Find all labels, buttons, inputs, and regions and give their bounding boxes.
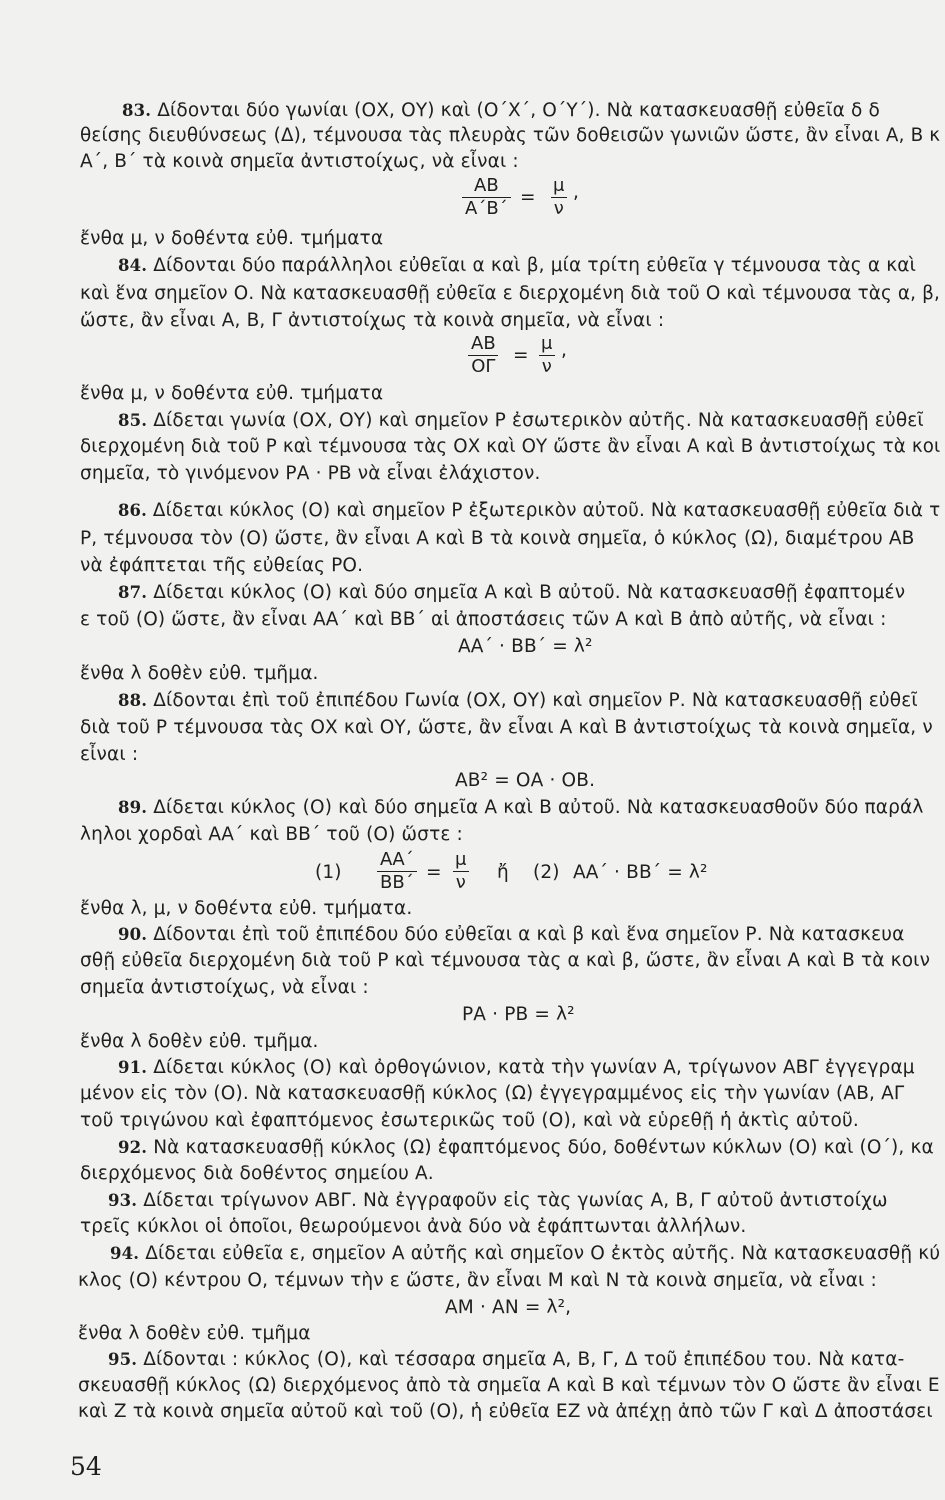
problem-93-line-1: 93. Δίδεται τρίγωνον ΑΒΓ. Νὰ ἐγγραφοῦν εἰς τὰς γωνίας Α, Β, Γ αὐτοῦ ἀντιστοίχω xyxy=(108,1190,888,1211)
problem-83-equals: = xyxy=(520,187,536,208)
problem-91-line-1: 91. Δίδεται κύκλος (Ο) καὶ ὀρθογώνιον, κατὰ τὴν γωνίαν Α, τρίγωνον ΑΒΓ ἐγγεγραμ xyxy=(118,1057,915,1078)
problem-90-line-2: σθῇ εὐθεῖα διερχομένη διὰ τοῦ Ρ καὶ τέμνουσα τὰς α καὶ β, ὥστε, ἂν εἶναι Α καὶ Β τὰ κοιν xyxy=(80,950,931,971)
problem-85-line-2: διερχομένη διὰ τοῦ Ρ καὶ τέμνουσα τὰς ΟΧ καὶ ΟΥ ὥστε ἂν εἶναι Α καὶ Β ἀντιστοίχως τὰ κοι xyxy=(80,436,941,457)
problem-89-or: ἤ xyxy=(497,862,509,883)
problem-84-line-4: ἔνθα μ, ν δοθέντα εὐθ. τμήματα xyxy=(80,383,384,404)
problem-95-number: 95. xyxy=(108,1350,138,1369)
problem-89-label-1: (1) xyxy=(315,862,342,883)
page-number: 54 xyxy=(70,1452,102,1481)
problem-94-line-2: κλος (Ο) κέντρου Ο, τέμνων τὴν ε ὥστε, ἂν εἶναι Μ καὶ Ν τὰ κοινὰ σημεῖα, νὰ εἶναι : xyxy=(78,1270,877,1291)
problem-91-number: 91. xyxy=(118,1058,148,1077)
problem-85-line-3: σημεῖα, τὸ γινόμενον ΡΑ · ΡΒ νὰ εἶναι ἐλάχιστον. xyxy=(80,463,541,484)
problem-89-fraction-right: $\frac{\mu}{\nu}$ xyxy=(452,850,469,893)
problem-92-line-2: διερχόμενος διὰ δοθέντος σημείου Α. xyxy=(80,1163,434,1184)
problem-83-comma: , xyxy=(573,182,580,203)
problem-87-number: 87. xyxy=(118,583,148,602)
problem-87-line-2: ε τοῦ (Ο) ὥστε, ἂν εἶναι ΑΑ΄ καὶ ΒΒ΄ αἱ ἀποστάσεις τῶν Α καὶ Β ἀπὸ αὐτῆς, νὰ εἶναι : xyxy=(80,609,887,630)
problem-90-formula: ΡΑ · ΡΒ = λ² xyxy=(462,1004,575,1025)
problem-86-line-3: νὰ ἐφάπτεται τῆς εὐθείας ΡΟ. xyxy=(80,555,364,576)
problem-83-fraction-right: $\frac{\mu}{\nu}$ xyxy=(550,176,567,219)
problem-90-line-1: 90. Δίδονται ἐπὶ τοῦ ἐπιπέδου δύο εὐθεῖαι α καὶ β καὶ ἕνα σημεῖον Ρ. Νὰ κατασκευα xyxy=(118,924,905,945)
problem-93-line-2: τρεῖς κύκλοι οἱ ὁποῖοι, θεωρούμενοι ἀνὰ δύο νὰ ἐφάπτωνται ἀλλήλων. xyxy=(80,1216,747,1237)
problem-88-number: 88. xyxy=(118,691,148,710)
problem-91-line-3: τοῦ τριγώνου καὶ ἐφαπτόμενος ἐσωτερικῶς τοῦ (Ο), καὶ νὰ εὑρεθῇ ἡ ἀκτὶς αὐτοῦ. xyxy=(80,1110,859,1131)
problem-90-number: 90. xyxy=(118,925,148,944)
problem-89-line-3: ἔνθα λ, μ, ν δοθέντα εὐθ. τμήματα. xyxy=(80,898,413,919)
problem-85-number: 85. xyxy=(118,411,148,430)
problem-84-number: 84. xyxy=(118,256,148,275)
problem-87-line-3: ἔνθα λ δοθὲν εὐθ. τμῆμα. xyxy=(80,663,319,684)
problem-95-line-3: καὶ Ζ τὰ κοινὰ σημεῖα αὐτοῦ καὶ τοῦ (Ο), ἡ εὐθεῖα ΕΖ νὰ ἀπέχῃ ἀπὸ τῶν Γ καὶ Δ ἀποστάσει xyxy=(78,1401,933,1422)
problem-87-line-1: 87. Δίδεται κύκλος (Ο) καὶ δύο σημεῖα Α καὶ Β αὐτοῦ. Νὰ κατασκευασθῇ ἐφαπτομέν xyxy=(118,582,906,603)
problem-94-formula: ΑΜ · ΑΝ = λ², xyxy=(445,1297,572,1318)
problem-83-line-4: ἔνθα μ, ν δοθέντα εὐθ. τμήματα xyxy=(80,228,384,249)
problem-86-line-1: 86. Δίδεται κύκλος (Ο) καὶ σημεῖον Ρ ἐξωτερικὸν αὐτοῦ. Νὰ κατασκευασθῇ εὐθεῖα διὰ τ xyxy=(118,500,941,521)
problem-88-line-3: εἶναι : xyxy=(80,744,139,765)
problem-89-number: 89. xyxy=(118,798,148,817)
problem-93-number: 93. xyxy=(108,1191,138,1210)
problem-89-formula-2: ΑΑ΄ · ΒΒ΄ = λ² xyxy=(573,862,708,883)
problem-95-line-2: σκευασθῇ κύκλος (Ω) διερχόμενος ἀπὸ τὰ σημεῖα Α καὶ Β καὶ τέμνων τὸν Ο ὥστε ἂν εἶναι Ε xyxy=(78,1375,940,1396)
problem-83-line-3: Α΄, Β΄ τὰ κοινὰ σημεῖα ἀντιστοίχως, νὰ εἶναι : xyxy=(80,151,519,172)
problem-84-line-1: 84. Δίδονται δύο παράλληλοι εὐθεῖαι α καὶ β, μία τρίτη εὐθεῖα γ τέμνουσα τὰς α καὶ xyxy=(118,255,917,276)
problem-90-line-3: σημεῖα ἀντιστοίχως, νὰ εἶναι : xyxy=(80,977,369,998)
problem-89-label-2: (2) xyxy=(533,862,560,883)
problem-86-line-2: Ρ, τέμνουσα τὸν (Ο) ὥστε, ἂν εἶναι Α καὶ Β τὰ κοινὰ σημεῖα, ὁ κύκλος (Ω), διαμέτρου ΑΒ xyxy=(80,528,915,549)
problem-89-fraction-left: $\frac{AA΄}{BB΄}$ xyxy=(377,850,417,893)
problem-91-line-2: μένον εἰς τὸν (Ο). Νὰ κατασκευασθῇ κύκλος (Ω) ἐγγεγραμμένος εἰς τὴν γωνίαν (ΑΒ, ΑΓ xyxy=(80,1083,905,1104)
problem-95-line-1: 95. Δίδονται : κύκλος (Ο), καὶ τέσσαρα σημεῖα Α, Β, Γ, Δ τοῦ ἐπιπέδου του. Νὰ κατα- xyxy=(108,1349,905,1370)
problem-88-line-1: 88. Δίδονται ἐπὶ τοῦ ἐπιπέδου Γωνία (ΟΧ, ΟΥ) καὶ σημεῖον Ρ. Νὰ κατασκευασθῇ εὐθεῖ xyxy=(118,690,918,711)
problem-87-formula: ΑΑ΄ · ΒΒ΄ = λ² xyxy=(458,636,593,657)
problem-84-line-2: καὶ ἕνα σημεῖον Ο. Νὰ κατασκευασθῇ εὐθεῖα ε διερχομένη διὰ τοῦ Ο καὶ τέμνουσα τὰς α, β, xyxy=(80,283,940,304)
problem-83-number: 83. xyxy=(122,101,152,120)
problem-84-equals: = xyxy=(513,345,529,366)
problem-84-fraction-left: $\frac{AB}{O\Gamma}$ xyxy=(468,334,499,377)
problem-90-line-4: ἔνθα λ δοθὲν εὐθ. τμῆμα. xyxy=(80,1031,319,1052)
problem-88-formula: ΑΒ² = ΟΑ · ΟΒ. xyxy=(455,770,596,791)
problem-94-number: 94. xyxy=(110,1244,140,1263)
problem-84-line-3: ὥστε, ἂν εἶναι Α, Β, Γ ἀντιστοίχως τὰ κοινὰ σημεῖα, νὰ εἶναι : xyxy=(80,310,665,331)
problem-84-fraction-right: $\frac{\mu}{\nu}$ xyxy=(538,334,555,377)
problem-92-line-1: 92. Νὰ κατασκευασθῇ κύκλος (Ω) ἐφαπτόμενος δύο, δοθέντων κύκλων (Ο) καὶ (Ο΄), κα xyxy=(118,1137,934,1158)
problem-86-number: 86. xyxy=(118,501,147,520)
problem-83-line-1: 83. Δίδονται δύο γωνίαι (ΟΧ, ΟΥ) καὶ (Ο΄Χ΄, Ο΄Υ΄). Νὰ κατασκευασθῇ εὐθεῖα δ δ xyxy=(122,100,880,121)
problem-89-line-1: 89. Δίδεται κύκλος (Ο) καὶ δύο σημεῖα Α καὶ Β αὐτοῦ. Νὰ κατασκευασθοῦν δύο παράλ xyxy=(118,797,924,818)
problem-88-line-2: διὰ τοῦ Ρ τέμνουσα τὰς ΟΧ καὶ ΟΥ, ὥστε, ἂν εἶναι Α καὶ Β ἀντιστοίχως τὰ κοινὰ σημεῖα, ν xyxy=(80,717,933,738)
problem-85-line-1: 85. Δίδεται γωνία (ΟΧ, ΟΥ) καὶ σημεῖον Ρ ἐσωτερικὸν αὐτῆς. Νὰ κατασκευασθῇ εὐθεῖ xyxy=(118,410,924,431)
problem-94-line-3: ἔνθα λ δοθὲν εὐθ. τμῆμα xyxy=(78,1323,311,1344)
problem-84-comma: , xyxy=(561,340,568,361)
problem-83-line-2: θείσης διευθύνσεως (Δ), τέμνουσα τὰς πλευρὰς τῶν δοθεισῶν γωνιῶν ὥστε, ἂν εἶναι Α, Β κ xyxy=(80,125,941,146)
problem-94-line-1: 94. Δίδεται εὐθεῖα ε, σημεῖον Α αὐτῆς καὶ σημεῖον Ο ἐκτὸς αὐτῆς. Νὰ κατασκευασθῇ κύ xyxy=(110,1243,941,1264)
problem-92-number: 92. xyxy=(118,1138,148,1157)
problem-89-line-2: ληλοι χορδαὶ ΑΑ΄ καὶ ΒΒ΄ τοῦ (Ο) ὥστε : xyxy=(80,824,463,845)
problem-83-fraction-left: $\frac{AB}{A΄B΄}$ xyxy=(462,176,511,219)
problem-89-equals: = xyxy=(426,862,442,883)
